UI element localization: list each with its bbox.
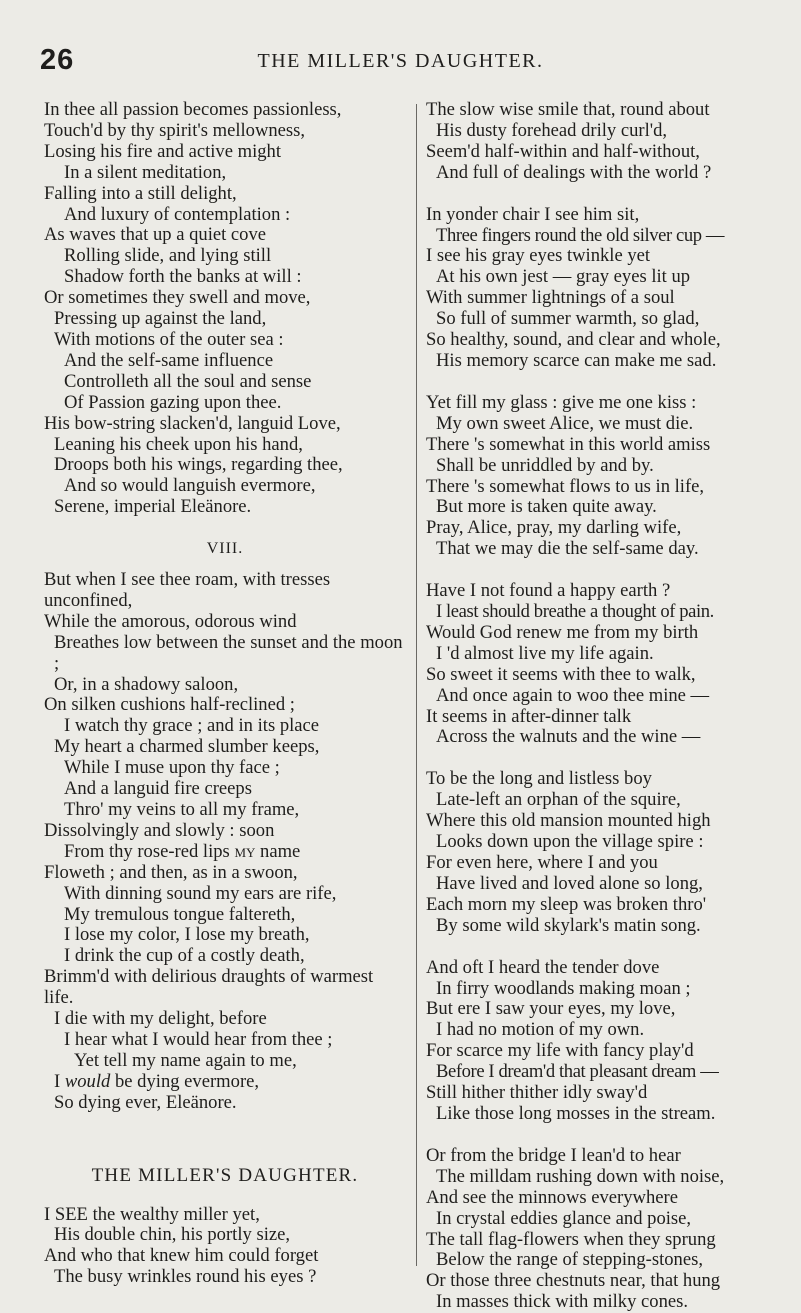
verse-line: So sweet it seems with thee to walk, [426,663,696,685]
verse-line: Below the range of stepping-stones, [436,1249,703,1271]
verse-line: I die with my delight, before [54,1008,267,1030]
stanza [426,393,776,560]
verse-line: So full of summer warmth, so glad, [436,308,700,330]
stanza [44,100,406,518]
stanza [426,205,776,372]
verse-line: Touch'd by thy spirit's mellowness, [44,119,306,141]
verse-text: name [260,840,301,862]
verse-line: And a languid fire creeps [64,778,252,800]
verse-line: I hear what I would hear from thee ; [64,1028,333,1050]
verse-line: My tremulous tongue faltereth, [64,903,296,925]
verse-line: By some wild skylark's matin song. [436,914,701,936]
verse-line: Seem'd half-within and half-without, [426,140,700,162]
verse-line: While the amorous, odorous wind [44,610,297,632]
verse-line: Or, in a shadowy saloon, [54,673,239,695]
verse-line: Have I not found a happy earth ? [426,580,671,602]
verse-line: Shall be unriddled by and by. [436,454,654,476]
verse-line: Each morn my sleep was broken thro' [426,893,707,915]
poem-title: THE MILLER'S DAUGHTER. [91,1164,359,1186]
verse-line: Of Passion gazing upon thee. [64,391,282,413]
verse-line: As waves that up a quiet cove [44,224,267,246]
verse-line: Falling into a still delight, [44,182,237,204]
verse-line: Like those long mosses in the stream. [436,1102,716,1124]
verse-line: And so would languish evermore, [64,475,316,497]
verse-text: From thy rose-red lips [64,840,230,862]
verse-line: The tall flag-flowers when they sprung [426,1228,716,1250]
verse-line: There 's somewhat flows to us in life, [426,475,705,497]
verse-line: Where this old mansion mounted high [426,810,711,832]
verse-line: And once again to woo thee mine — [436,684,710,706]
verse-line: In a silent meditation, [64,161,227,183]
right-column [426,100,776,1313]
verse-line: Looks down upon the village spire : [436,831,704,853]
column-rule [416,104,417,1266]
verse-line: And luxury of contemplation : [64,203,291,225]
verse-text: I [44,1203,51,1225]
verse-line: I had no motion of my own. [436,1019,645,1041]
verse-line: His memory scarce can make me sad. [436,349,717,371]
verse-line: To be the long and listless boy [426,768,652,790]
verse-line: His double chin, his portly size, [54,1224,291,1246]
verse-line: I least should breathe a thought of pain. [436,601,714,623]
verse-line: Breathes low between the sunset and the moon ; [54,631,403,674]
verse-line: But more is taken quite away. [436,496,657,518]
verse-line [44,1205,406,1226]
verse-line: Droops both his wings, regarding thee, [54,454,343,476]
verse-line: But when I see thee roam, with tresses unconfined, [44,569,331,611]
verse-line: The busy wrinkles round his eyes ? [54,1266,317,1288]
verse-line: Rolling slide, and lying still [64,245,272,267]
verse-line: Floweth ; and then, as in a swoon, [44,861,298,883]
verse-line: There 's somewhat in this world amiss [426,433,711,455]
verse-line: With motions of the outer sea : [54,328,284,350]
verse-line: Would God renew me from my birth [426,621,699,643]
verse-line: His dusty forehead drily curl'd, [436,119,668,141]
verse-line: For scarce my life with fancy play'd [426,1040,694,1062]
verse-line: And oft I heard the tender dove [426,956,660,978]
verse-line: I watch thy grace ; and in its place [64,715,320,737]
verse-line: And who that knew him could forget [44,1245,319,1267]
verse-text: the wealthy miller yet, [92,1203,260,1225]
small-caps-word: my [234,840,256,862]
verse-line: Pray, Alice, pray, my darling wife, [426,517,682,539]
verse-line: Serene, imperial Eleänore. [54,496,252,518]
verse-line: Thro' my veins to all my frame, [64,799,300,820]
verse-line: Or sometimes they swell and move, [44,287,311,309]
verse-line: In yonder chair I see him sit, [426,203,640,225]
verse-line: Dissolvingly and slowly : soon [44,819,275,841]
stanza [426,769,776,936]
verse-line: Before I dream'd that pleasant dream — [436,1061,719,1083]
verse-line: In thee all passion becomes passionless, [44,99,342,120]
running-title: THE MILLER'S DAUGHTER. [257,50,544,72]
verse-line [44,1072,406,1093]
verse-line: While I muse upon thy face ; [64,757,280,779]
verse-line: Pressing up against the land, [54,308,267,330]
verse-line: And full of dealings with the world ? [436,161,712,183]
stanza [44,570,406,1114]
verse-line: So dying ever, Eleänore. [54,1091,237,1113]
verse-line: In firry woodlands making moan ; [436,977,691,999]
verse-line: So healthy, sound, and clear and whole, [426,329,721,351]
verse-text: I [54,1070,61,1092]
verse-line: Controlleth all the soul and sense [64,370,312,392]
verse-line: For even here, where I and you [426,852,658,873]
stanza [426,581,776,748]
verse-line [44,842,406,863]
stanza [426,100,776,184]
verse-line: Leaning his cheek upon his hand, [54,433,303,455]
verse-text: be dying evermore, [114,1070,260,1092]
verse-line: And see the minnows everywhere [426,1186,678,1208]
verse-line: In crystal eddies glance and poise, [436,1207,692,1229]
verse-line: Late-left an orphan of the squire, [436,789,681,811]
verse-line: That we may die the self-same day. [436,538,699,560]
stanza [44,1205,406,1289]
verse-line: My own sweet Alice, we must die. [436,412,694,434]
verse-line: It seems in after-dinner talk [426,705,632,727]
verse-line: His bow-string slacken'd, languid Love, [44,412,341,434]
verse-line: At his own jest — gray eyes lit up [436,266,691,288]
italic-word: would [64,1070,111,1092]
verse-line: Yet tell my name again to me, [74,1049,297,1071]
verse-line: My heart a charmed slumber keeps, [54,736,320,758]
stanza [426,958,776,1125]
verse-line: Still hither thither idly sway'd [426,1082,648,1104]
verse-line: In masses thick with milky cones. [436,1291,689,1313]
verse-line: With summer lightnings of a soul [426,287,675,309]
verse-line: I drink the cup of a costly death, [64,945,305,967]
verse-line: With dinning sound my ears are rife, [64,882,337,904]
verse-line: Have lived and loved alone so long, [436,872,703,894]
section-number: VIII. [206,540,244,558]
verse-line: Losing his fire and active might [44,140,282,162]
verse-line: Or those three chestnuts near, that hung [426,1270,721,1292]
verse-line: Three fingers round the old silver cup — [436,224,725,246]
verse-line: Or from the bridge I lean'd to hear [426,1144,681,1166]
verse-line: The milldam rushing down with noise, [436,1165,725,1187]
page-number: 26 [40,44,75,76]
stanza [426,1146,776,1313]
verse-line: Yet fill my glass : give me one kiss : [426,391,697,413]
verse-line: I 'd almost live my life again. [436,642,654,664]
verse-line: I see his gray eyes twinkle yet [426,245,651,267]
verse-line: Shadow forth the banks at will : [64,266,302,288]
verse-line: Brimm'd with delirious draughts of warmest life. [44,966,374,1009]
verse-line: But ere I saw your eyes, my love, [426,998,676,1020]
verse-line: On silken cushions half-reclined ; [44,694,295,716]
verse-line: Across the walnuts and the wine — [436,726,701,748]
small-caps-word: SEE [54,1203,88,1225]
verse-line: And the self-same influence [64,349,274,371]
verse-line: I lose my color, I lose my breath, [64,924,310,946]
left-column [44,100,406,1288]
verse-line: The slow wise smile that, round about [426,99,710,120]
